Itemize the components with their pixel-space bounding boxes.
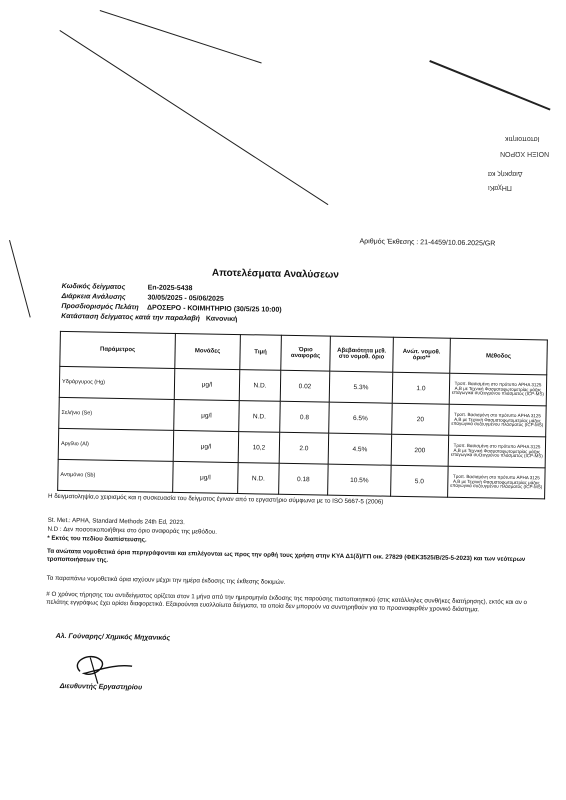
note-accreditation-scope: * Εκτός του πεδίου διαπίστευσης. xyxy=(47,534,147,544)
meta-sample-condition xyxy=(61,313,237,323)
back-page-fragment: Διαρκής κα xyxy=(488,170,523,177)
note-legal-limits xyxy=(47,548,547,573)
unit-cell: μg/l xyxy=(174,399,240,431)
uncertainty-cell: 6.5% xyxy=(329,402,393,434)
param-cell: Αργίλιο (Al) xyxy=(58,428,174,461)
ref-cell: 0.8 xyxy=(280,401,330,433)
note-standard-methods: St. Met.: APHA, Standard Methods 24th Ed, 2023. xyxy=(47,516,185,527)
meta-label: Προσδιορισμός Πελάτη xyxy=(61,302,139,312)
uncertainty-cell: 5.3% xyxy=(329,371,393,403)
back-page-fragment: Ιστοποιητικ xyxy=(505,135,540,142)
note-limits-validity: Τα παραπάνω νομοθετικά όρια ισχύουν μέχρι την ημέρα έκδοσης της έκθεσης δοκιμών. xyxy=(46,574,286,586)
report-number: Αριθμός Έκθεσης : 21-4459/10.06.2025/GR xyxy=(359,238,496,248)
header-cell: Τιμή xyxy=(240,335,282,371)
uncertainty-cell: 4.5% xyxy=(328,433,392,465)
limit-cell: 200 xyxy=(391,434,449,466)
header-cell: Ανώτ. νομοθ. όριο** xyxy=(393,337,451,373)
fold-shadow-2 xyxy=(100,10,262,63)
unit-cell: μg/l xyxy=(173,461,239,493)
value-cell: 10,2 xyxy=(238,432,280,464)
value-cell: N.D. xyxy=(239,370,281,402)
note-legal-limits-text: Τα ανώτατα νομοθετικά όρια περιγράφονται και επιλέγονται ως προς την ορθή τους χρήση στην ΚΥΑ Δ1(δ)/ΓΠ οικ. 27829 (ΦΕΚ3525/Β/25-5-2023) και των νεότερων τροποποιήσεων της. xyxy=(46,547,526,565)
header-cell: Αβεβαιότητα μεθ. στο νομοθ. όριο xyxy=(330,336,394,372)
back-page-fragment: ΠΗχαΚι xyxy=(488,184,512,191)
value-cell: N.D. xyxy=(238,463,280,495)
param-cell: Υδράργυρος (Hg) xyxy=(59,366,175,399)
signature-image xyxy=(70,651,141,686)
chemist-name: Αλ. Γούναρης/ Χημικός Μηχανικός xyxy=(55,632,171,642)
uncertainty-cell: 10.5% xyxy=(328,464,392,496)
note-retention: # Ο χρόνος τήρησης του αντιδείγματος ορίζεται στον 1 μήνα από την ημερομηνία έκδοσης της παρούσης πιστοποιητικού (στις κατάλληλες συνθήκες διατήρησης), εκτός και αν ο πελάτης εγγράφως έχει ορίσει διαφορετικά. Εξαιρούνται ευαλλοίωτα δείγματα, τα οποία δεν μπορούν να συντηρηθούν για το προαναφερθέν χρονικό διάστημα. xyxy=(46,590,528,614)
method-cell: Τροπ. Βασισμένη στο πρότυπο APHA 3125 A,B με Τεχνική Φασματοφωτομετρίας μάζας επαγωγικά συζευγμένου πλάσματος (ICP-MS) xyxy=(449,373,547,406)
meta-value: Εn-2025-5438 xyxy=(147,284,193,293)
report-title: Αποτελέσματα Αναλύσεων xyxy=(211,267,339,281)
unit-cell: μg/l xyxy=(174,368,240,400)
ref-cell: 0.18 xyxy=(279,463,329,495)
method-cell: Τροπ. Βασισμένη στο πρότυπο APHA 3125 A,B με Τεχνική Φασματοφωτομετρίας μάζας επαγωγικά συζευγμένου πλάσματος (ICP-MS) xyxy=(449,404,547,437)
meta-value: 30/05/2025 - 05/06/2025 xyxy=(147,294,224,303)
header-cell: Παράμετρος xyxy=(60,331,176,368)
meta-label: Διάρκεια Ανάλυσης xyxy=(61,292,126,302)
meta-value: Κανονική xyxy=(205,315,238,324)
meta-analysis-period xyxy=(61,293,223,303)
method-cell: Τροπ. Βασισμένη στο πρότυπο APHA 3125 A,B με Τεχνική Φασματοφωτομετρίας μάζας επαγωγικά συζευγμένου πλάσματος (ICP-MS) xyxy=(448,466,546,499)
fold-shadow-1 xyxy=(59,30,328,205)
limit-cell: 1.0 xyxy=(392,372,450,404)
unit-cell: μg/l xyxy=(173,430,239,462)
director-title: Διευθυντής Εργαστηρίου xyxy=(59,682,143,692)
meta-sample-code xyxy=(62,283,193,292)
results-table xyxy=(57,331,548,499)
report-sheet xyxy=(0,212,563,702)
limit-cell: 5.0 xyxy=(391,465,449,497)
meta-label: Κατάσταση δείγματος κατά την παραλαβή xyxy=(61,312,201,323)
fold-shadow-4 xyxy=(429,60,550,111)
note-not-detected: N.D : Δεν ποσοτικοποιήθηκε στο όριο αναφοράς της μεθόδου. xyxy=(47,525,218,536)
meta-value: ΔΡΟΣΕΡΟ - ΚΟΙΜΗΤΗΡΙΟ (30/5/25 10:00) xyxy=(146,304,282,314)
limit-cell: 20 xyxy=(392,403,450,435)
method-cell: Τροπ. Βασισμένη στο πρότυπο APHA 3125 A,B με Τεχνική Φασματοφωτομετρίας μάζας επαγωγικά συζευγμένου πλάσματος (ICP-MS) xyxy=(448,435,546,468)
meta-label: Κωδικός δείγματος xyxy=(61,282,126,292)
ref-cell: 0.02 xyxy=(280,370,330,402)
ref-cell: 2.0 xyxy=(279,432,329,464)
back-page-fragment: ΝΟΙΞΗ ΧΩΡΟΝ xyxy=(500,150,550,157)
header-cell: Μέθοδος xyxy=(450,338,548,375)
meta-client-id xyxy=(61,303,281,314)
header-cell: Όριο αναφοράς xyxy=(281,335,331,371)
note-iso: Η δειγματοληψία,ο χειρισμός και η συσκευασία του δείγματος έγιναν από το εργαστήριο σύμφωνα με το ISO 5667-5 (2006) xyxy=(47,492,384,506)
value-cell: N.D. xyxy=(239,401,281,433)
header-cell: Μονάδες xyxy=(175,333,241,369)
param-cell: Αντιμόνιο (Sb) xyxy=(58,459,174,492)
param-cell: Σελήνιο (Se) xyxy=(59,397,175,430)
